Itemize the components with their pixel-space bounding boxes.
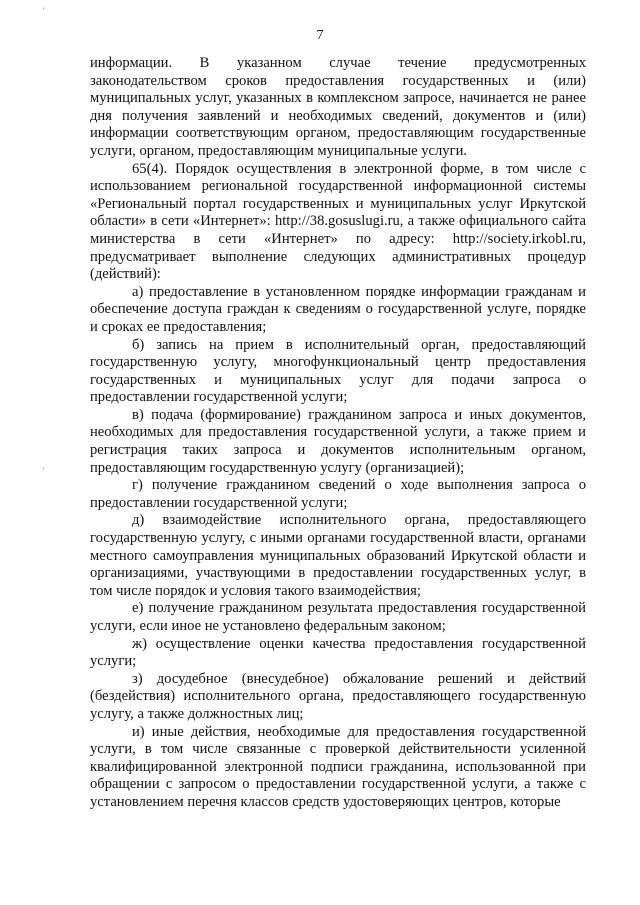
list-item-i: и) иные действия, необходимые для предоставления государственной услуги, в том числе связанные с проверкой действительности усиленной квалифицированной электронной подписи гражданина, использованной при обращении с запросом о предоставлении государственной услуги, а также с установлением перечня классов средств удостоверяющих центров, которые xyxy=(90,723,586,810)
margin-mark: ' xyxy=(43,466,45,476)
page-number: 7 xyxy=(316,28,324,43)
list-item-a: а) предоставление в установленном порядке информации гражданам и обеспечение доступа граждан к сведениям о государственной услуге, порядке и сроках ее предоставления; xyxy=(90,283,586,335)
document-body xyxy=(90,55,586,812)
margin-mark: ' xyxy=(43,6,45,16)
list-item-z: з) досудебное (внесудебное) обжалование решений и действий (бездействия) исполнительного органа, предоставляющего государственную услугу, а также должностных лиц; xyxy=(90,670,586,722)
paragraph: 65(4). Порядок осуществления в электронной форме, в том числе с использованием региональной государственной информационной системы «Региональный портал государственных и муниципальных услуг Иркутской области» в сети «Интернет»: http://38.gosuslugi.ru, а также официального сайта министерства в сети «Интернет» по адресу: http://society.irkobl.ru, предусматривает выполнение следующих административных процедур (действий): xyxy=(90,160,586,283)
list-item-e: е) получение гражданином результата предоставления государственной услуги, если иное не установлено федеральным законом; xyxy=(90,600,586,634)
list-item-b: б) запись на прием в исполнительный орган, предоставляющий государственную услугу, многофункциональный центр предоставления государственных и муниципальных услуг для подачи запроса о предоставлении государственной услуги; xyxy=(90,336,586,406)
list-item-g: г) получение гражданином сведений о ходе выполнения запроса о предоставлении государственной услуги; xyxy=(90,477,586,511)
paragraph: информации. В указанном случае течение предусмотренных законодательством сроков предоставления государственных и (или) муниципальных услуг, указанных в комплексном запросе, начинается не ранее дня получения заявлений и необходимых сведений, документов и (или) информации соответствующим органом, предоставляющим государственные услуги, органом, предоставляющим муниципальные услуги. xyxy=(90,55,586,159)
list-item-d: д) взаимодействие исполнительного органа, предоставляющего государственную услугу, с иными органами государственной власти, органами местного самоуправления муниципальных образований Иркутской области и организациями, участвующими в предоставлении государственных услуг, в том числе порядок и условия такого взаимодействия; xyxy=(90,512,586,599)
list-item-v: в) подача (формирование) гражданином запроса и иных документов, необходимых для предоставления государственной услуги, а также прием и регистрация таких запроса и документов исполнительным органом, предоставляющим государственную услугу (организацией); xyxy=(90,406,586,476)
list-item-zh: ж) осуществление оценки качества предоставления государственной услуги; xyxy=(90,635,586,670)
